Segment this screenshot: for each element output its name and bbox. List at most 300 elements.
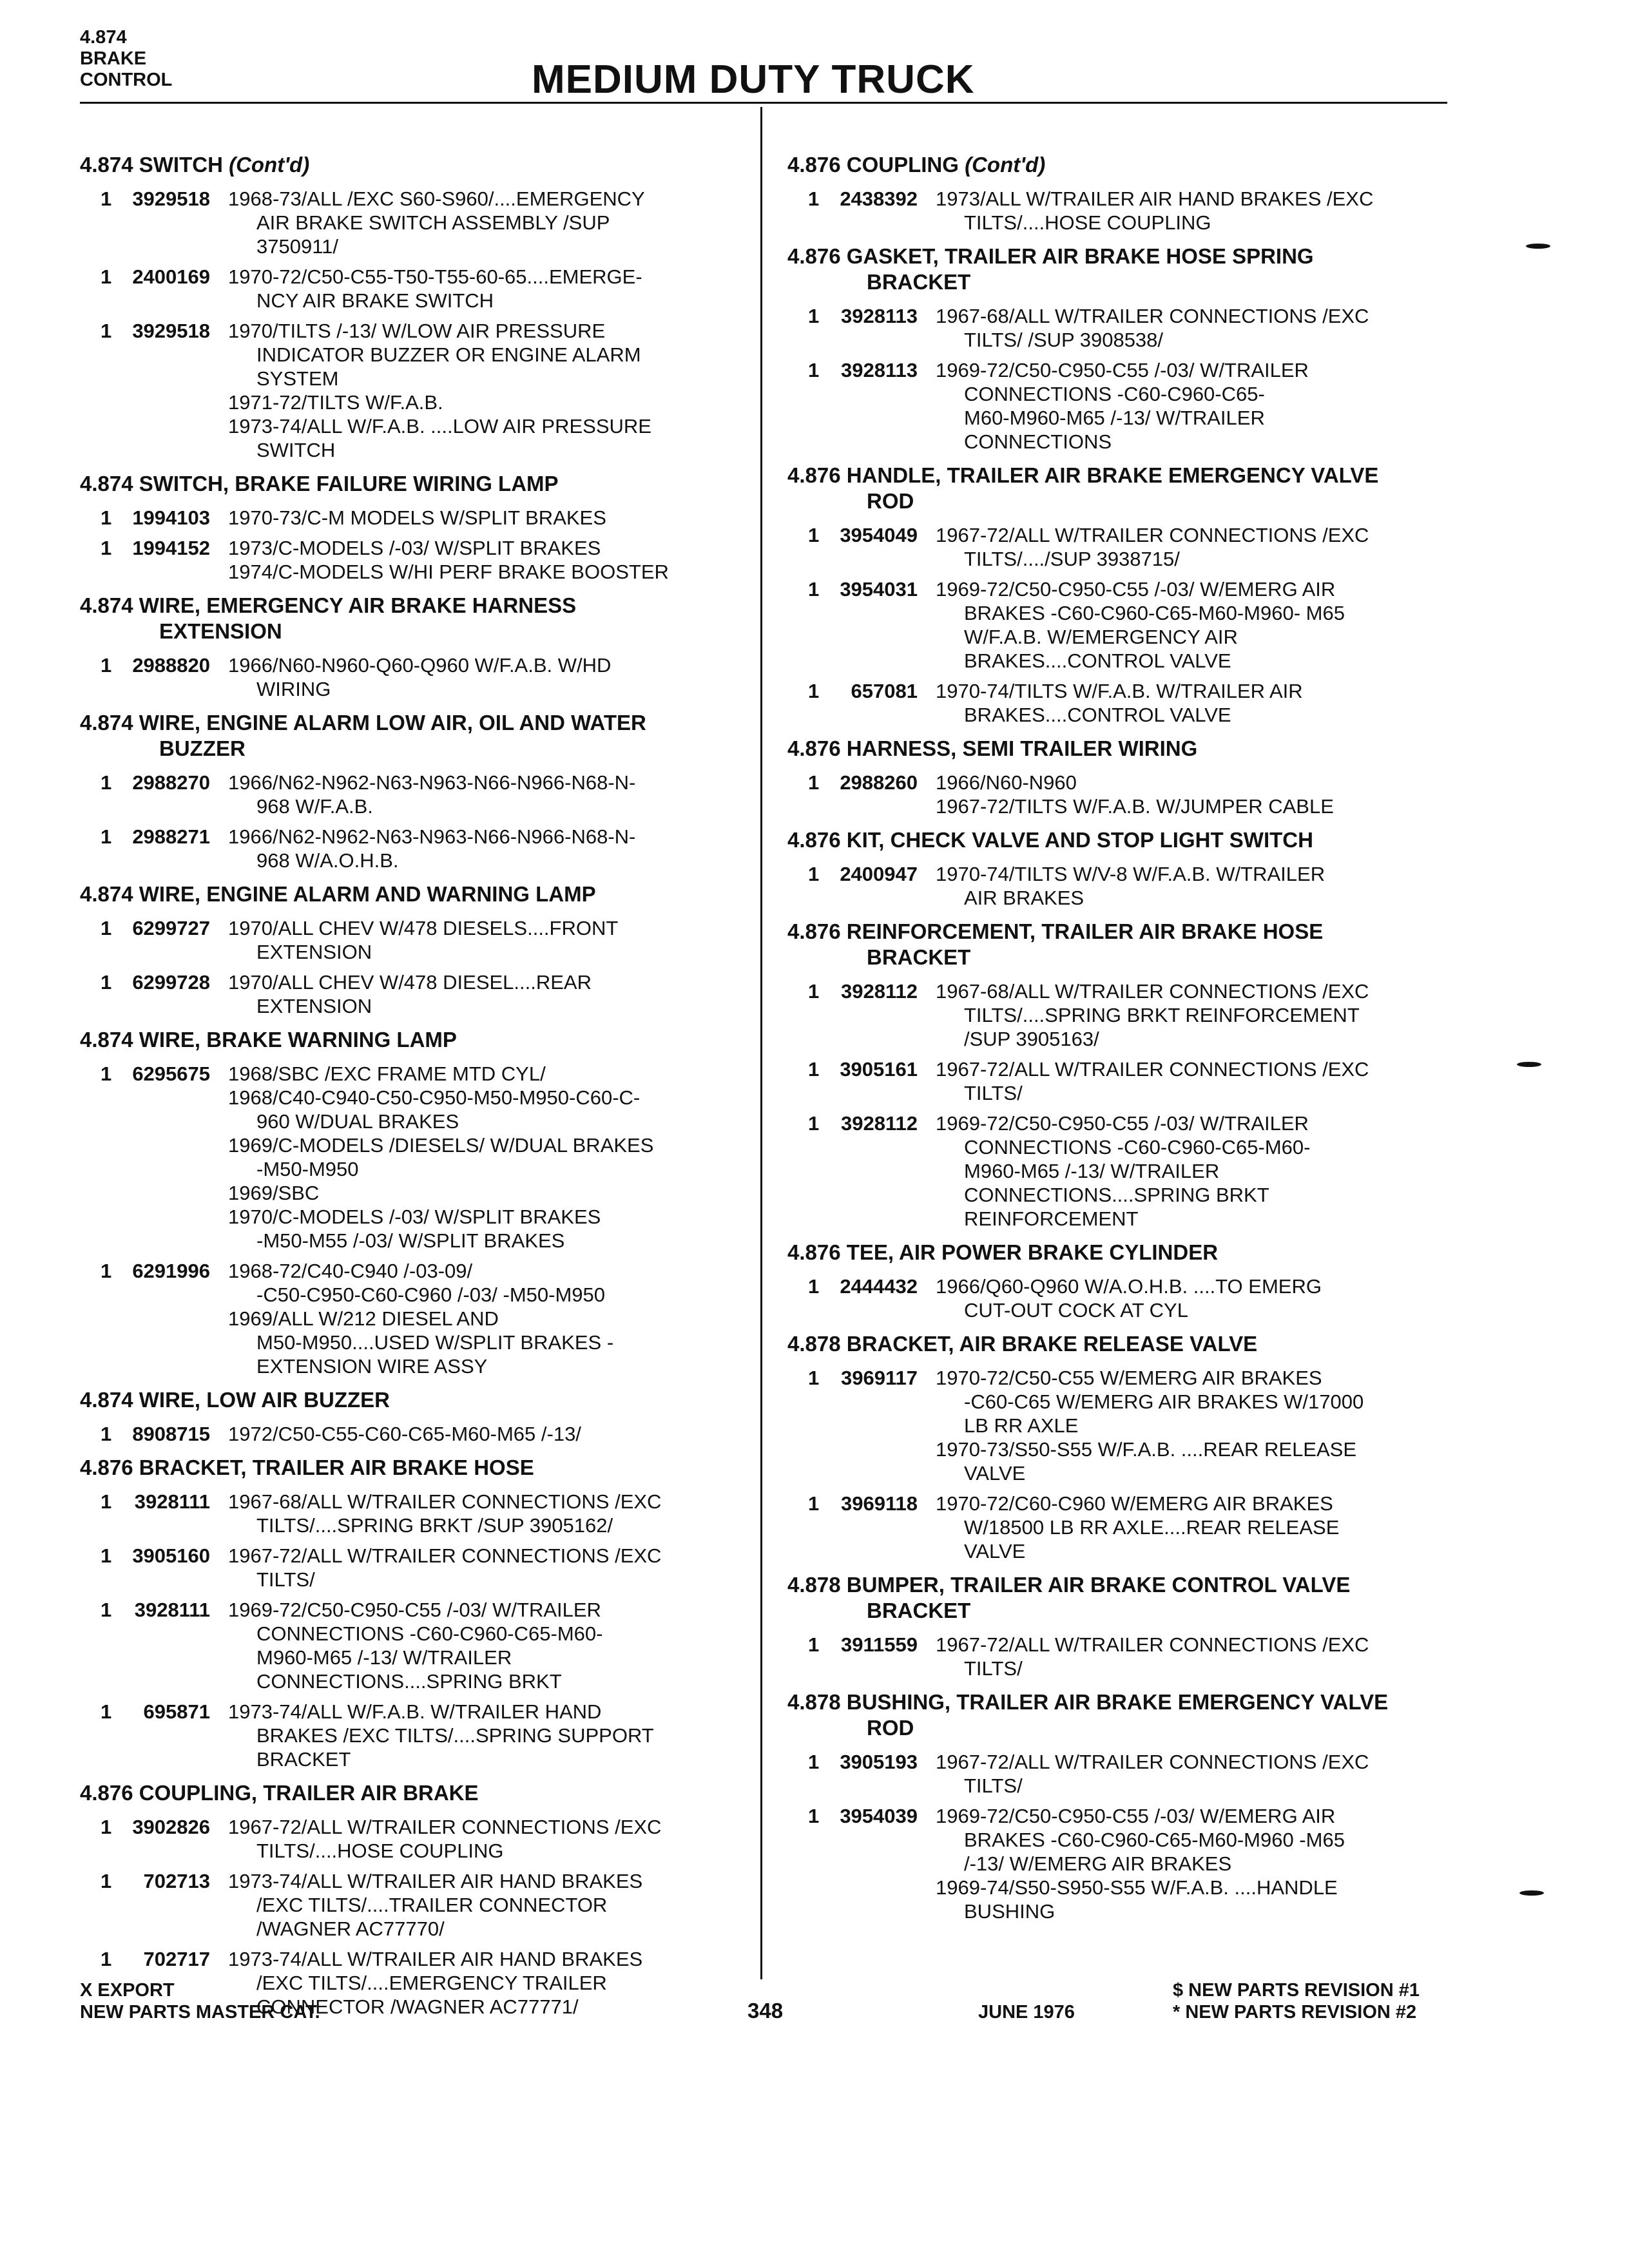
part-entry — [80, 653, 750, 701]
section-heading-text: 4.878 BUSHING, TRAILER AIR BRAKE EMERGENCY VALVE — [787, 1690, 1389, 1714]
part-description — [228, 1869, 750, 1941]
section-label — [80, 27, 172, 91]
description-line: 3750911/ — [256, 235, 338, 258]
section-heading — [787, 1572, 1458, 1624]
legend-revision-2: * NEW PARTS REVISION #2 — [1173, 2002, 1417, 2023]
section-heading-text: 4.878 BRACKET, AIR BRAKE RELEASE VALVE — [787, 1332, 1258, 1356]
section-heading-text: 4.876 GASKET, TRAILER AIR BRAKE HOSE SPRING — [787, 244, 1314, 268]
description-line: CONNECTIONS -C60-C960-C65-M60- — [256, 1622, 603, 1645]
section-heading — [80, 710, 750, 762]
part-description — [228, 1598, 750, 1693]
description-line: TILTS/..../SUP 3938715/ — [964, 548, 1180, 570]
section-heading — [80, 881, 750, 907]
parts-section — [787, 1689, 1458, 1923]
description-line: 960 W/DUAL BRAKES — [256, 1110, 459, 1133]
section-heading-continuation: BRACKET — [867, 1599, 971, 1622]
part-description — [936, 1366, 1458, 1485]
description-line: BRAKES -C60-C960-C65-M60-M960- M65 — [964, 602, 1345, 624]
left-column — [80, 152, 750, 2028]
part-description — [936, 187, 1458, 235]
part-number: 2444432 — [840, 1275, 918, 1298]
right-column — [787, 152, 1458, 1932]
part-number: 2988820 — [132, 654, 210, 677]
part-description — [228, 653, 750, 701]
part-entry — [787, 1804, 1458, 1923]
part-description — [228, 1490, 750, 1537]
description-line: 1969-72/C50-C950-C55 /-03/ W/TRAILER — [228, 1599, 601, 1621]
part-number: 3928112 — [841, 980, 918, 1003]
section-heading-text: 4.874 WIRE, ENGINE ALARM AND WARNING LAMP — [80, 882, 596, 906]
part-quantity: 1 — [808, 1751, 820, 1773]
part-entry — [80, 771, 750, 818]
part-description — [228, 1544, 750, 1591]
part-entry — [787, 1274, 1458, 1322]
description-line: 1968-73/ALL /EXC S60-S960/....EMERGENCY — [228, 187, 645, 210]
publication-date: JUNE 1976 — [978, 2002, 1075, 2023]
part-description — [228, 265, 750, 312]
part-entry — [787, 1750, 1458, 1798]
part-number: 3954049 — [840, 524, 918, 546]
part-quantity: 1 — [808, 1805, 820, 1827]
part-description — [228, 1062, 750, 1253]
part-number: 3905193 — [840, 1751, 918, 1773]
description-line: CUT-OUT COCK AT CYL — [964, 1299, 1188, 1321]
part-quantity: 1 — [101, 1700, 112, 1723]
section-heading — [80, 471, 750, 497]
part-quantity: 1 — [101, 1599, 112, 1621]
part-description — [228, 970, 750, 1018]
description-line: 1970-72/C50-C55-T50-T55-60-65....EMERGE- — [228, 265, 642, 288]
part-description — [228, 825, 750, 872]
part-number: 2988270 — [132, 771, 210, 794]
description-line: 1971-72/TILTS W/F.A.B. — [228, 391, 443, 414]
description-line: 1973/C-MODELS /-03/ W/SPLIT BRAKES — [228, 537, 601, 559]
parts-section — [80, 710, 750, 872]
section-number: 4.874 — [80, 27, 127, 48]
part-entry — [80, 1700, 750, 1771]
part-quantity: 1 — [101, 1260, 112, 1282]
part-quantity: 1 — [101, 1870, 112, 1892]
section-heading — [787, 736, 1458, 762]
part-number: 6291996 — [132, 1260, 210, 1282]
section-heading-text: 4.874 SWITCH — [80, 153, 229, 177]
parts-section — [787, 736, 1458, 818]
part-description — [936, 1057, 1458, 1105]
part-quantity: 1 — [808, 305, 820, 327]
parts-section — [80, 1027, 750, 1378]
part-description — [936, 358, 1458, 454]
part-number: 8908715 — [132, 1423, 210, 1445]
section-heading — [80, 152, 750, 178]
description-line: M960-M65 /-13/ W/TRAILER — [256, 1646, 512, 1669]
description-line: 1969/ALL W/212 DIESEL AND — [228, 1307, 499, 1330]
description-line: BRAKES /EXC TILTS/....SPRING SUPPORT — [256, 1724, 654, 1747]
part-number: 3905160 — [132, 1544, 210, 1567]
section-heading-text: 4.876 HANDLE, TRAILER AIR BRAKE EMERGENCY VALVE — [787, 463, 1379, 487]
section-heading — [787, 152, 1458, 178]
section-heading — [787, 1331, 1458, 1357]
section-heading-text: 4.876 TEE, AIR POWER BRAKE CYLINDER — [787, 1240, 1219, 1264]
description-line: 1969-72/C50-C950-C55 /-03/ W/TRAILER — [936, 359, 1309, 381]
section-heading-text: 4.876 COUPLING — [787, 153, 965, 177]
part-number: 695871 — [143, 1700, 210, 1723]
part-description — [936, 771, 1458, 818]
part-entry — [787, 1111, 1458, 1231]
description-line: 1967-72/ALL W/TRAILER CONNECTIONS /EXC — [228, 1544, 662, 1567]
part-quantity: 1 — [101, 1490, 112, 1513]
column-divider — [760, 107, 762, 1979]
part-number: 702717 — [143, 1948, 210, 1970]
description-line: 1967-72/ALL W/TRAILER CONNECTIONS /EXC — [936, 524, 1369, 546]
continued-label: (Cont'd) — [965, 153, 1046, 177]
part-entry — [80, 319, 750, 462]
part-description — [936, 304, 1458, 352]
section-heading-text: 4.874 SWITCH, BRAKE FAILURE WIRING LAMP — [80, 472, 559, 495]
description-line: TILTS/ — [964, 1774, 1023, 1797]
section-heading-continuation: ROD — [867, 489, 914, 513]
part-entry — [787, 679, 1458, 727]
parts-section — [80, 593, 750, 701]
part-number: 3929518 — [132, 320, 210, 342]
part-description — [936, 1111, 1458, 1231]
part-quantity: 1 — [101, 1062, 112, 1085]
description-line: /SUP 3905163/ — [964, 1028, 1099, 1050]
description-line: 1967-72/TILTS W/F.A.B. W/JUMPER CABLE — [936, 795, 1334, 818]
part-entry — [80, 1598, 750, 1693]
part-quantity: 1 — [808, 980, 820, 1003]
part-number: 6295675 — [132, 1062, 210, 1085]
description-line: W/18500 LB RR AXLE....REAR RELEASE — [964, 1516, 1340, 1539]
part-quantity: 1 — [101, 506, 112, 529]
part-entry — [787, 187, 1458, 235]
description-line: 1968-72/C40-C940 /-03-09/ — [228, 1260, 473, 1282]
parts-section — [787, 244, 1458, 454]
part-description — [936, 1633, 1458, 1680]
part-description — [228, 771, 750, 818]
description-line: 1966/Q60-Q960 W/A.O.H.B. ....TO EMERG — [936, 1275, 1322, 1298]
part-description — [228, 1259, 750, 1378]
part-number: 3928111 — [134, 1490, 210, 1513]
part-quantity: 1 — [808, 187, 820, 210]
part-number: 3911559 — [841, 1633, 918, 1656]
description-line: 1973-74/ALL W/F.A.B. W/TRAILER HAND — [228, 1700, 602, 1723]
description-line: 1974/C-MODELS W/HI PERF BRAKE BOOSTER — [228, 561, 669, 583]
description-line: TILTS/ — [256, 1568, 315, 1591]
section-heading — [787, 463, 1458, 514]
part-number: 3928113 — [841, 359, 918, 381]
part-number: 6299728 — [132, 971, 210, 994]
description-line: BRAKES....CONTROL VALVE — [964, 649, 1231, 672]
footer-legend-left — [80, 1979, 320, 2023]
description-line: 1969-74/S50-S950-S55 W/F.A.B. ....HANDLE — [936, 1876, 1338, 1899]
section-heading — [787, 919, 1458, 970]
part-description — [936, 862, 1458, 910]
description-line: 1970/ALL CHEV W/478 DIESEL....REAR — [228, 971, 592, 994]
part-description — [228, 1422, 750, 1446]
section-heading — [80, 593, 750, 644]
description-line: 1967-68/ALL W/TRAILER CONNECTIONS /EXC — [936, 980, 1369, 1003]
description-line: CONNECTOR /WAGNER AC77771/ — [256, 1995, 579, 2018]
part-description — [936, 979, 1458, 1051]
part-number: 2438392 — [840, 187, 918, 210]
section-heading — [80, 1455, 750, 1481]
page-footer — [0, 1979, 1629, 2024]
description-line: /WAGNER AC77770/ — [256, 1917, 445, 1940]
parts-section — [787, 1572, 1458, 1680]
part-entry — [787, 523, 1458, 571]
description-line: 1970-73/C-M MODELS W/SPLIT BRAKES — [228, 506, 606, 529]
part-entry — [80, 1490, 750, 1537]
part-number: 2988260 — [840, 771, 918, 794]
section-line-control: CONTROL — [80, 70, 173, 90]
part-quantity: 1 — [101, 320, 112, 342]
page-number: 348 — [747, 1999, 784, 2023]
part-quantity: 1 — [808, 680, 820, 702]
part-number: 2400169 — [132, 265, 210, 288]
part-quantity: 1 — [101, 1816, 112, 1838]
part-quantity: 1 — [808, 1058, 820, 1081]
part-entry — [787, 577, 1458, 673]
description-line: 1967-72/ALL W/TRAILER CONNECTIONS /EXC — [228, 1816, 662, 1838]
description-line: 968 W/F.A.B. — [256, 795, 373, 818]
description-line: BRAKES -C60-C960-C65-M60-M960 -M65 — [964, 1829, 1345, 1851]
description-line: BRACKET — [256, 1748, 351, 1771]
part-number: 2400947 — [840, 863, 918, 885]
description-line: TILTS/....HOSE COUPLING — [256, 1840, 504, 1862]
section-heading-text: 4.878 BUMPER, TRAILER AIR BRAKE CONTROL VALVE — [787, 1573, 1351, 1597]
part-number: 702713 — [143, 1870, 210, 1892]
margin-mark — [1526, 244, 1550, 249]
description-line: 1972/C50-C55-C60-C65-M60-M65 /-13/ — [228, 1423, 581, 1445]
part-description — [228, 916, 750, 964]
description-line: SWITCH — [256, 439, 336, 461]
description-line: LB RR AXLE — [964, 1414, 1079, 1437]
part-quantity: 1 — [101, 265, 112, 288]
description-line: TILTS/....SPRING BRKT REINFORCEMENT — [964, 1004, 1360, 1026]
section-heading-text: 4.876 KIT, CHECK VALVE AND STOP LIGHT SWITCH — [787, 828, 1313, 852]
part-number: 3969118 — [841, 1492, 918, 1515]
page-title: MEDIUM DUTY TRUCK — [532, 57, 975, 102]
description-line: /-13/ W/EMERG AIR BRAKES — [964, 1852, 1232, 1875]
part-description — [228, 1700, 750, 1771]
section-heading-text: 4.876 HARNESS, SEMI TRAILER WIRING — [787, 736, 1198, 760]
description-line: 1969/SBC — [228, 1182, 320, 1204]
description-line: -M50-M55 /-03/ W/SPLIT BRAKES — [256, 1229, 565, 1252]
description-line: TILTS/....HOSE COUPLING — [964, 211, 1211, 234]
part-entry — [80, 1259, 750, 1378]
section-heading-text: 4.876 BRACKET, TRAILER AIR BRAKE HOSE — [80, 1456, 534, 1479]
part-description — [936, 679, 1458, 727]
legend-revision-1: $ NEW PARTS REVISION #1 — [1173, 1980, 1420, 2001]
section-heading-text: 4.874 WIRE, BRAKE WARNING LAMP — [80, 1028, 457, 1052]
description-line: CONNECTIONS -C60-C960-C65- — [964, 383, 1265, 405]
part-quantity: 1 — [101, 654, 112, 677]
part-description — [228, 187, 750, 258]
part-entry — [80, 1422, 750, 1446]
part-entry — [787, 979, 1458, 1051]
section-heading — [80, 1780, 750, 1806]
description-line: INDICATOR BUZZER OR ENGINE ALARM — [256, 343, 641, 366]
part-quantity: 1 — [808, 1633, 820, 1656]
description-line: CONNECTIONS -C60-C960-C65-M60- — [964, 1136, 1311, 1158]
description-line: 1970/C-MODELS /-03/ W/SPLIT BRAKES — [228, 1206, 601, 1228]
section-heading — [787, 244, 1458, 295]
description-line: /EXC TILTS/....TRAILER CONNECTOR — [256, 1894, 608, 1916]
description-line: TILTS/ — [964, 1082, 1023, 1104]
description-line: 1970-74/TILTS W/V-8 W/F.A.B. W/TRAILER — [936, 863, 1325, 885]
parts-section — [80, 152, 750, 462]
part-quantity: 1 — [808, 863, 820, 885]
part-description — [936, 577, 1458, 673]
part-entry — [787, 1633, 1458, 1680]
description-line: REINFORCEMENT — [964, 1207, 1139, 1230]
description-line: CONNECTIONS....SPRING BRKT — [256, 1670, 562, 1693]
parts-section — [787, 827, 1458, 910]
description-line: -M50-M950 — [256, 1158, 359, 1180]
description-line: 1966/N60-N960-Q60-Q960 W/F.A.B. W/HD — [228, 654, 612, 677]
part-number: 1994103 — [132, 506, 210, 529]
description-line: 1970-72/C50-C55 W/EMERG AIR BRAKES — [936, 1367, 1322, 1389]
description-line: VALVE — [964, 1540, 1026, 1562]
part-number: 3928112 — [841, 1112, 918, 1135]
section-heading-continuation: ROD — [867, 1716, 914, 1740]
legend-export: X EXPORT — [80, 1980, 175, 2001]
description-line: 1970/ALL CHEV W/478 DIESELS....FRONT — [228, 917, 619, 939]
part-number: 3969117 — [841, 1367, 918, 1389]
part-description — [228, 1815, 750, 1863]
part-entry — [80, 1544, 750, 1591]
part-number: 1994152 — [132, 537, 210, 559]
description-line: M50-M950....USED W/SPLIT BRAKES - — [256, 1331, 614, 1354]
description-line: 968 W/A.O.H.B. — [256, 849, 399, 872]
part-description — [936, 1804, 1458, 1923]
part-quantity: 1 — [101, 917, 112, 939]
part-entry — [80, 506, 750, 530]
description-line: AIR BRAKES — [964, 887, 1084, 909]
section-heading-continuation: BRACKET — [867, 945, 971, 969]
section-heading-continuation: EXTENSION — [159, 619, 282, 643]
part-number: 3954039 — [840, 1805, 918, 1827]
part-number: 3954031 — [840, 578, 918, 601]
part-quantity: 1 — [101, 971, 112, 994]
part-entry — [80, 187, 750, 258]
part-entry — [80, 265, 750, 312]
part-quantity: 1 — [101, 537, 112, 559]
section-heading — [787, 1689, 1458, 1741]
description-line: EXTENSION — [256, 995, 372, 1017]
section-heading-text: 4.874 WIRE, EMERGENCY AIR BRAKE HARNESS — [80, 593, 577, 617]
description-line: EXTENSION WIRE ASSY — [256, 1355, 488, 1378]
section-line-brake: BRAKE — [80, 48, 147, 69]
continued-label: (Cont'd) — [229, 153, 310, 177]
part-quantity: 1 — [101, 1544, 112, 1567]
description-line: 1968/SBC /EXC FRAME MTD CYL/ — [228, 1062, 546, 1085]
section-heading-text: 4.876 REINFORCEMENT, TRAILER AIR BRAKE HOSE — [787, 919, 1324, 943]
part-number: 3928113 — [841, 305, 918, 327]
description-line: TILTS/ /SUP 3908538/ — [964, 329, 1164, 351]
part-quantity: 1 — [808, 1367, 820, 1389]
part-number: 3902826 — [132, 1816, 210, 1838]
description-line: 1969-72/C50-C950-C55 /-03/ W/EMERG AIR — [936, 1805, 1336, 1827]
description-line: EXTENSION — [256, 941, 372, 963]
header-rule — [80, 102, 1447, 104]
parts-section — [787, 152, 1458, 235]
parts-section — [80, 881, 750, 1018]
part-quantity: 1 — [101, 187, 112, 210]
description-line: 1973-74/ALL W/TRAILER AIR HAND BRAKES — [228, 1948, 643, 1970]
description-line: /EXC TILTS/....EMERGENCY TRAILER — [256, 1972, 607, 1994]
section-heading — [80, 1387, 750, 1413]
part-entry — [787, 862, 1458, 910]
section-heading — [787, 827, 1458, 853]
description-line: -C60-C65 W/EMERG AIR BRAKES W/17000 — [964, 1390, 1364, 1413]
description-line: 1969-72/C50-C950-C55 /-03/ W/TRAILER — [936, 1112, 1309, 1135]
legend-master-cat: NEW PARTS MASTER CAT. — [80, 2002, 320, 2023]
parts-section — [80, 471, 750, 584]
margin-mark — [1519, 1890, 1544, 1896]
part-number: 2988271 — [132, 825, 210, 848]
part-entry — [80, 916, 750, 964]
description-line: W/F.A.B. W/EMERGENCY AIR — [964, 626, 1238, 648]
part-quantity: 1 — [808, 771, 820, 794]
section-heading-text: 4.874 WIRE, LOW AIR BUZZER — [80, 1388, 390, 1412]
description-line: SYSTEM — [256, 367, 339, 390]
description-line: 1970-74/TILTS W/F.A.B. W/TRAILER AIR — [936, 680, 1303, 702]
parts-section — [787, 919, 1458, 1231]
part-number: 6299727 — [132, 917, 210, 939]
description-line: 1967-68/ALL W/TRAILER CONNECTIONS /EXC — [228, 1490, 662, 1513]
description-line: 1967-72/ALL W/TRAILER CONNECTIONS /EXC — [936, 1751, 1369, 1773]
description-line: 1966/N62-N962-N63-N963-N66-N966-N68-N- — [228, 771, 636, 794]
description-line: 1969/C-MODELS /DIESELS/ W/DUAL BRAKES — [228, 1134, 654, 1157]
part-quantity: 1 — [101, 771, 112, 794]
parts-section — [80, 1455, 750, 1771]
description-line: 1970/TILTS /-13/ W/LOW AIR PRESSURE — [228, 320, 606, 342]
parts-section — [80, 1387, 750, 1446]
section-heading-continuation: BUZZER — [159, 736, 246, 760]
description-line: TILTS/....SPRING BRKT /SUP 3905162/ — [256, 1514, 613, 1537]
part-number: 3905161 — [840, 1058, 918, 1081]
part-quantity: 1 — [101, 1423, 112, 1445]
description-line: 1967-72/ALL W/TRAILER CONNECTIONS /EXC — [936, 1633, 1369, 1656]
part-description — [936, 1492, 1458, 1563]
section-heading-text: 4.876 COUPLING, TRAILER AIR BRAKE — [80, 1781, 479, 1805]
part-entry — [80, 1869, 750, 1941]
part-description — [228, 536, 750, 584]
part-entry — [787, 304, 1458, 352]
section-heading-continuation: BRACKET — [867, 270, 971, 294]
description-line: AIR BRAKE SWITCH ASSEMBLY /SUP — [256, 211, 610, 234]
description-line: 1968/C40-C940-C50-C950-M50-M950-C60-C- — [228, 1086, 641, 1109]
parts-section — [787, 1331, 1458, 1563]
description-line: 1970-73/S50-S55 W/F.A.B. ....REAR RELEASE — [936, 1438, 1357, 1461]
part-description — [228, 506, 750, 530]
part-entry — [80, 1062, 750, 1253]
description-line: 1973-74/ALL W/F.A.B. ....LOW AIR PRESSURE — [228, 415, 651, 437]
part-entry — [787, 1057, 1458, 1105]
description-line: CONNECTIONS....SPRING BRKT — [964, 1184, 1269, 1206]
description-line: TILTS/ — [964, 1657, 1023, 1680]
description-line: -C50-C950-C60-C960 /-03/ -M50-M950 — [256, 1283, 606, 1306]
part-entry — [80, 970, 750, 1018]
part-quantity: 1 — [101, 1948, 112, 1970]
description-line: M60-M960-M65 /-13/ W/TRAILER — [964, 407, 1265, 429]
part-entry — [787, 1492, 1458, 1563]
description-line: 1966/N62-N962-N63-N963-N66-N966-N68-N- — [228, 825, 636, 848]
part-entry — [787, 358, 1458, 454]
description-line: VALVE — [964, 1462, 1026, 1485]
description-line: 1967-68/ALL W/TRAILER CONNECTIONS /EXC — [936, 305, 1369, 327]
